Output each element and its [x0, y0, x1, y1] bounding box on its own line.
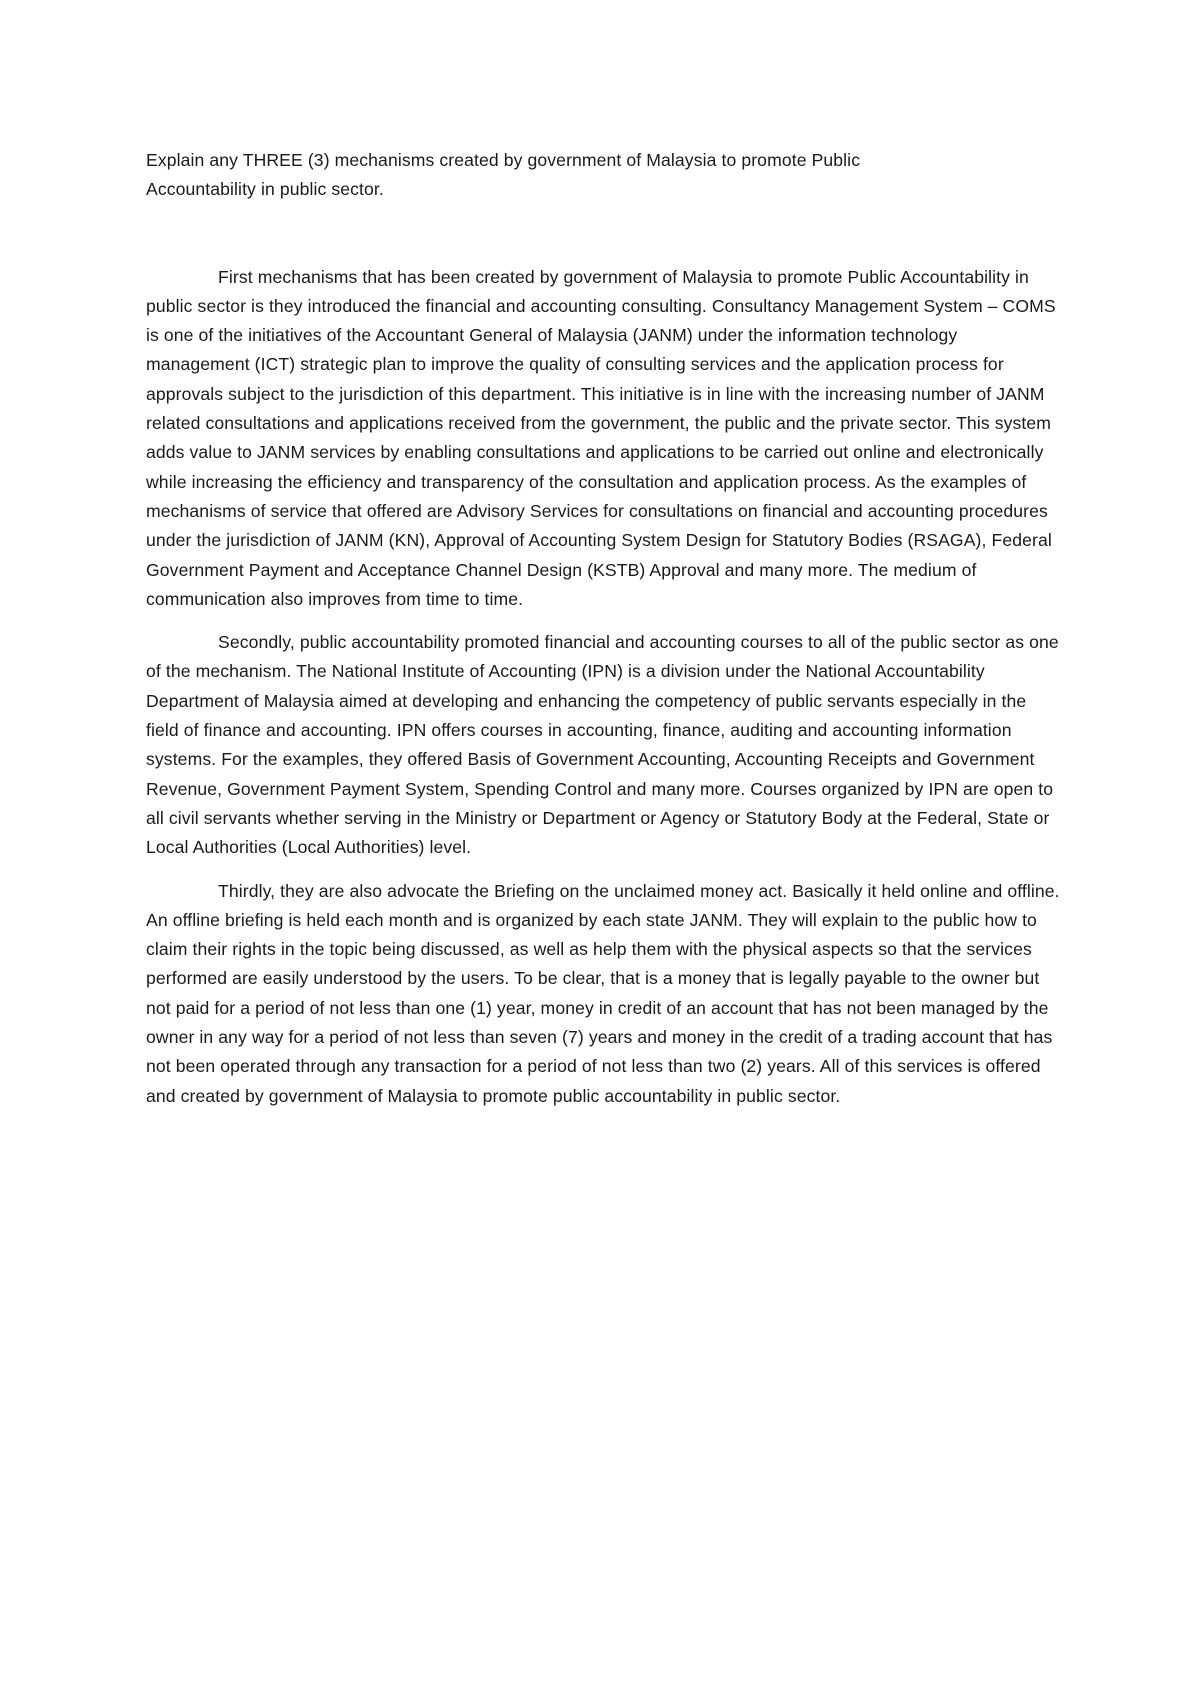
paragraph-first-mechanism: First mechanisms that has been created by government of Malaysia to promote Public Accountability in public sector is they introduced the financial and accounting consulting. Consultancy Management System – COMS is one of the initiatives of the Accountant General of Malaysia (JANM) under the information technology management (ICT) strategic plan to improve the quality of consulting services and the application process for approvals subject to the jurisdiction of this department. This initiative is in line with the increasing number of JANM related consultations and applications received from the government, the public and the private sector. This system adds value to JANM services by enabling consultations and applications to be carried out online and electronically while increasing the efficiency and transparency of the consultation and application process. As the examples of mechanisms of service that offered are Advisory Services for consultations on financial and accounting procedures under the jurisdiction of JANM (KN), Approval of Accounting System Design for Statutory Bodies (RSAGA), Federal Government Payment and Acceptance Channel Design (KSTB) Approval and many more. The medium of communication also improves from time to time. [146, 266, 1056, 609]
document-body [146, 146, 1061, 1125]
paragraph-second-mechanism: Secondly, public accountability promoted financial and accounting courses to all of the public sector as one of the mechanism. The National Institute of Accounting (IPN) is a division under the National Accountability Department of Malaysia aimed at developing and enhancing the competency of public servants especially in the field of finance and accounting. IPN offers courses in accounting, finance, auditing and accounting information systems. For the examples, they offered Basis of Government Accounting, Accounting Receipts and Government Revenue, Government Payment System, Spending Control and many more. Courses organized by IPN are open to all civil servants whether serving in the Ministry or Department or Agency or Statutory Body at the Federal, State or Local Authorities (Local Authorities) level. [146, 632, 1059, 858]
question-text: Explain any THREE (3) mechanisms created by government of Malaysia to promote Public Accountability in public sector. [146, 150, 861, 200]
paragraph-third-mechanism: Thirdly, they are also advocate the Briefing on the unclaimed money act. Basically it held online and offline. An offline briefing is held each month and is organized by each state JANM. They will explain to the public how to claim their rights in the topic being discussed, as well as help them with the physical aspects so that the services performed are easily understood by the users. To be clear, that is a money that is legally payable to the owner but not paid for a period of not less than one (1) year, money in credit of an account that has not been managed by the owner in any way for a period of not less than seven (7) years and money in the credit of a trading account that has not been operated through any transaction for a period of not less than two (2) years. All of this services is offered and created by government of Malaysia to promote public accountability in public sector. [146, 880, 1060, 1106]
